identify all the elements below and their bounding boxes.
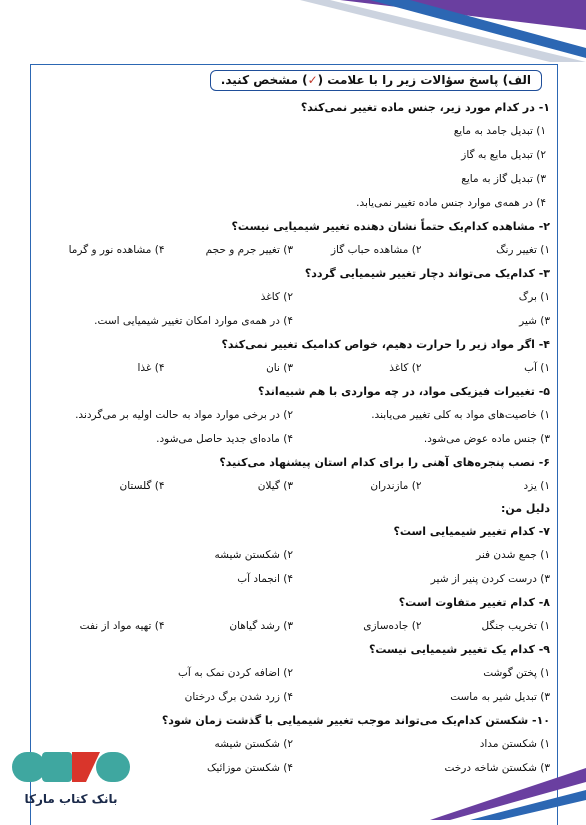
answer-option[interactable]: ۲) شکستن شیشه [214,738,293,750]
answer-option[interactable]: ۲) در برخی موارد مواد به حالت اولیه بر می‌گردند. [75,409,293,421]
question-text: ۲- مشاهده کدام‌یک حتماً نشان دهنده تغییر شیمیایی نیست؟ [231,220,550,233]
answer-option[interactable]: ۱) شکستن مداد [479,738,550,750]
answer-option[interactable]: ۳) شکستن شاخه درخت [444,762,550,774]
question-text: ۸- کدام تغییر متفاوت است؟ [398,596,550,609]
answer-option[interactable]: ۱) جمع شدن فنر [476,549,550,561]
answer-option[interactable]: ۳) شیر [519,315,550,327]
options-row [36,614,550,638]
question-text: ۴- اگر مواد زیر را حرارت دهیم، خواص کدامیک تغییر نمی‌کند؟ [221,338,550,351]
question-text: ۱۰- شکستن کدام‌یک می‌تواند موجب تغییر شیمیایی با گذشت زمان شود؟ [161,714,550,727]
answer-option[interactable]: ۱) تغییر رنگ [496,244,550,256]
answer-option[interactable]: ۱) آب [524,362,550,374]
section-header [36,70,550,96]
options-row [36,309,550,333]
question-text: ۳- کدام‌یک می‌تواند دچار تغییر شیمیایی گردد؟ [304,267,550,280]
section-title [210,70,542,91]
answer-option[interactable]: ۱) پختن گوشت [483,667,550,679]
answer-option[interactable]: ۲) تبدیل مایع به گاز [461,149,546,161]
worksheet [36,70,550,780]
answer-option[interactable]: ۲) کاغذ [389,362,422,374]
answer-option[interactable]: ۴) غذا [137,362,165,374]
answer-option[interactable]: ۳) درست کردن پنیر از شیر [430,573,550,585]
options-row [36,427,550,451]
answer-option[interactable]: ۳) تغییر جرم و حجم [205,244,293,256]
question-text: ۷- کدام تغییر شیمیایی است؟ [393,525,550,538]
answer-option[interactable]: ۲) مازندران [370,480,422,492]
options-row [36,661,550,685]
options-row [36,403,550,427]
answer-option[interactable]: ۱) تبدیل جامد به مایع [453,125,546,137]
bottom-decorative-stripes [430,760,586,820]
answer-option[interactable]: ۲) اضافه کردن نمک به آب [177,667,293,679]
section-title-end: ) مشخص کنید. [220,73,308,87]
answer-option[interactable]: ۱) یزد [523,480,550,492]
answer-option[interactable]: ۳) تبدیل گاز به مایع [461,173,546,185]
answer-option[interactable]: ۲) شکستن شیشه [214,549,293,561]
answer-option[interactable]: ۴) گلستان [119,480,165,492]
question-list [36,96,550,780]
answer-option[interactable]: ۳) نان [266,362,293,374]
answer-option[interactable]: ۱) تخریب جنگل [481,620,550,632]
answer-option[interactable]: ۲) مشاهده حباب گاز [330,244,422,256]
answer-option[interactable]: ۱) خاصیت‌های مواد به کلی تغییر می‌یابند. [371,409,550,421]
answer-option[interactable]: ۲) جاده‌سازی [363,620,422,632]
logo-mark-icon [12,748,130,790]
answer-option[interactable]: ۳) جنس ماده عوض می‌شود. [423,433,550,445]
top-decorative-stripes [300,0,586,62]
options-row [36,238,550,262]
options-row [36,567,550,591]
options-row [36,685,550,709]
answer-option[interactable]: ۴) زرد شدن برگ درختان [184,691,293,703]
answer-option[interactable]: ۴) شکستن موزائیک [206,762,293,774]
check-mark-icon: ✓ [307,73,318,87]
answer-option[interactable]: ۴) تهیه مواد از نفت [79,620,165,632]
logo-text: بانک کتاب مارکا [24,792,118,806]
question-text: ۱- در کدام مورد زیر، جنس ماده تغییر نمی‌کند؟ [300,101,550,114]
answer-option[interactable]: ۱) برگ [518,291,550,303]
options-row [36,543,550,567]
question-text: ۵- تغییرات فیزیکی مواد، در چه مواردی با هم شبیه‌اند؟ [258,385,550,398]
options-row [36,285,550,309]
answer-option[interactable]: ۳) رشد گیاهان [229,620,293,632]
answer-option[interactable]: ۴) مشاهده نور و گرما [68,244,165,256]
answer-option[interactable]: ۴) ماده‌ای جدید حاصل می‌شود. [156,433,293,445]
question-text: ۹- کدام یک تغییر شیمیایی نیست؟ [369,643,550,656]
answer-option[interactable]: ۴) انجماد آب [237,573,293,585]
question-text: ۶- نصب پنجره‌های آهنی را برای کدام استان پیشنهاد می‌کنید؟ [219,456,550,469]
answer-option[interactable]: ۳) گیلان [257,480,293,492]
options-row [36,356,550,380]
options-row [36,474,550,498]
section-title-text: الف) پاسخ سؤالات زیر را با علامت ( [317,73,531,87]
reason-label: دلیل من: [500,502,550,515]
marka-logo [12,748,132,818]
answer-option[interactable]: ۴) در همه‌ی موارد امکان تغییر شیمیایی است. [94,315,293,327]
answer-option[interactable]: ۴) در همه‌ی موارد جنس ماده تغییر نمی‌یابد. [356,197,546,209]
answer-option[interactable]: ۳) تبدیل شیر به ماست [450,691,550,703]
answer-option[interactable]: ۲) کاغذ [260,291,293,303]
